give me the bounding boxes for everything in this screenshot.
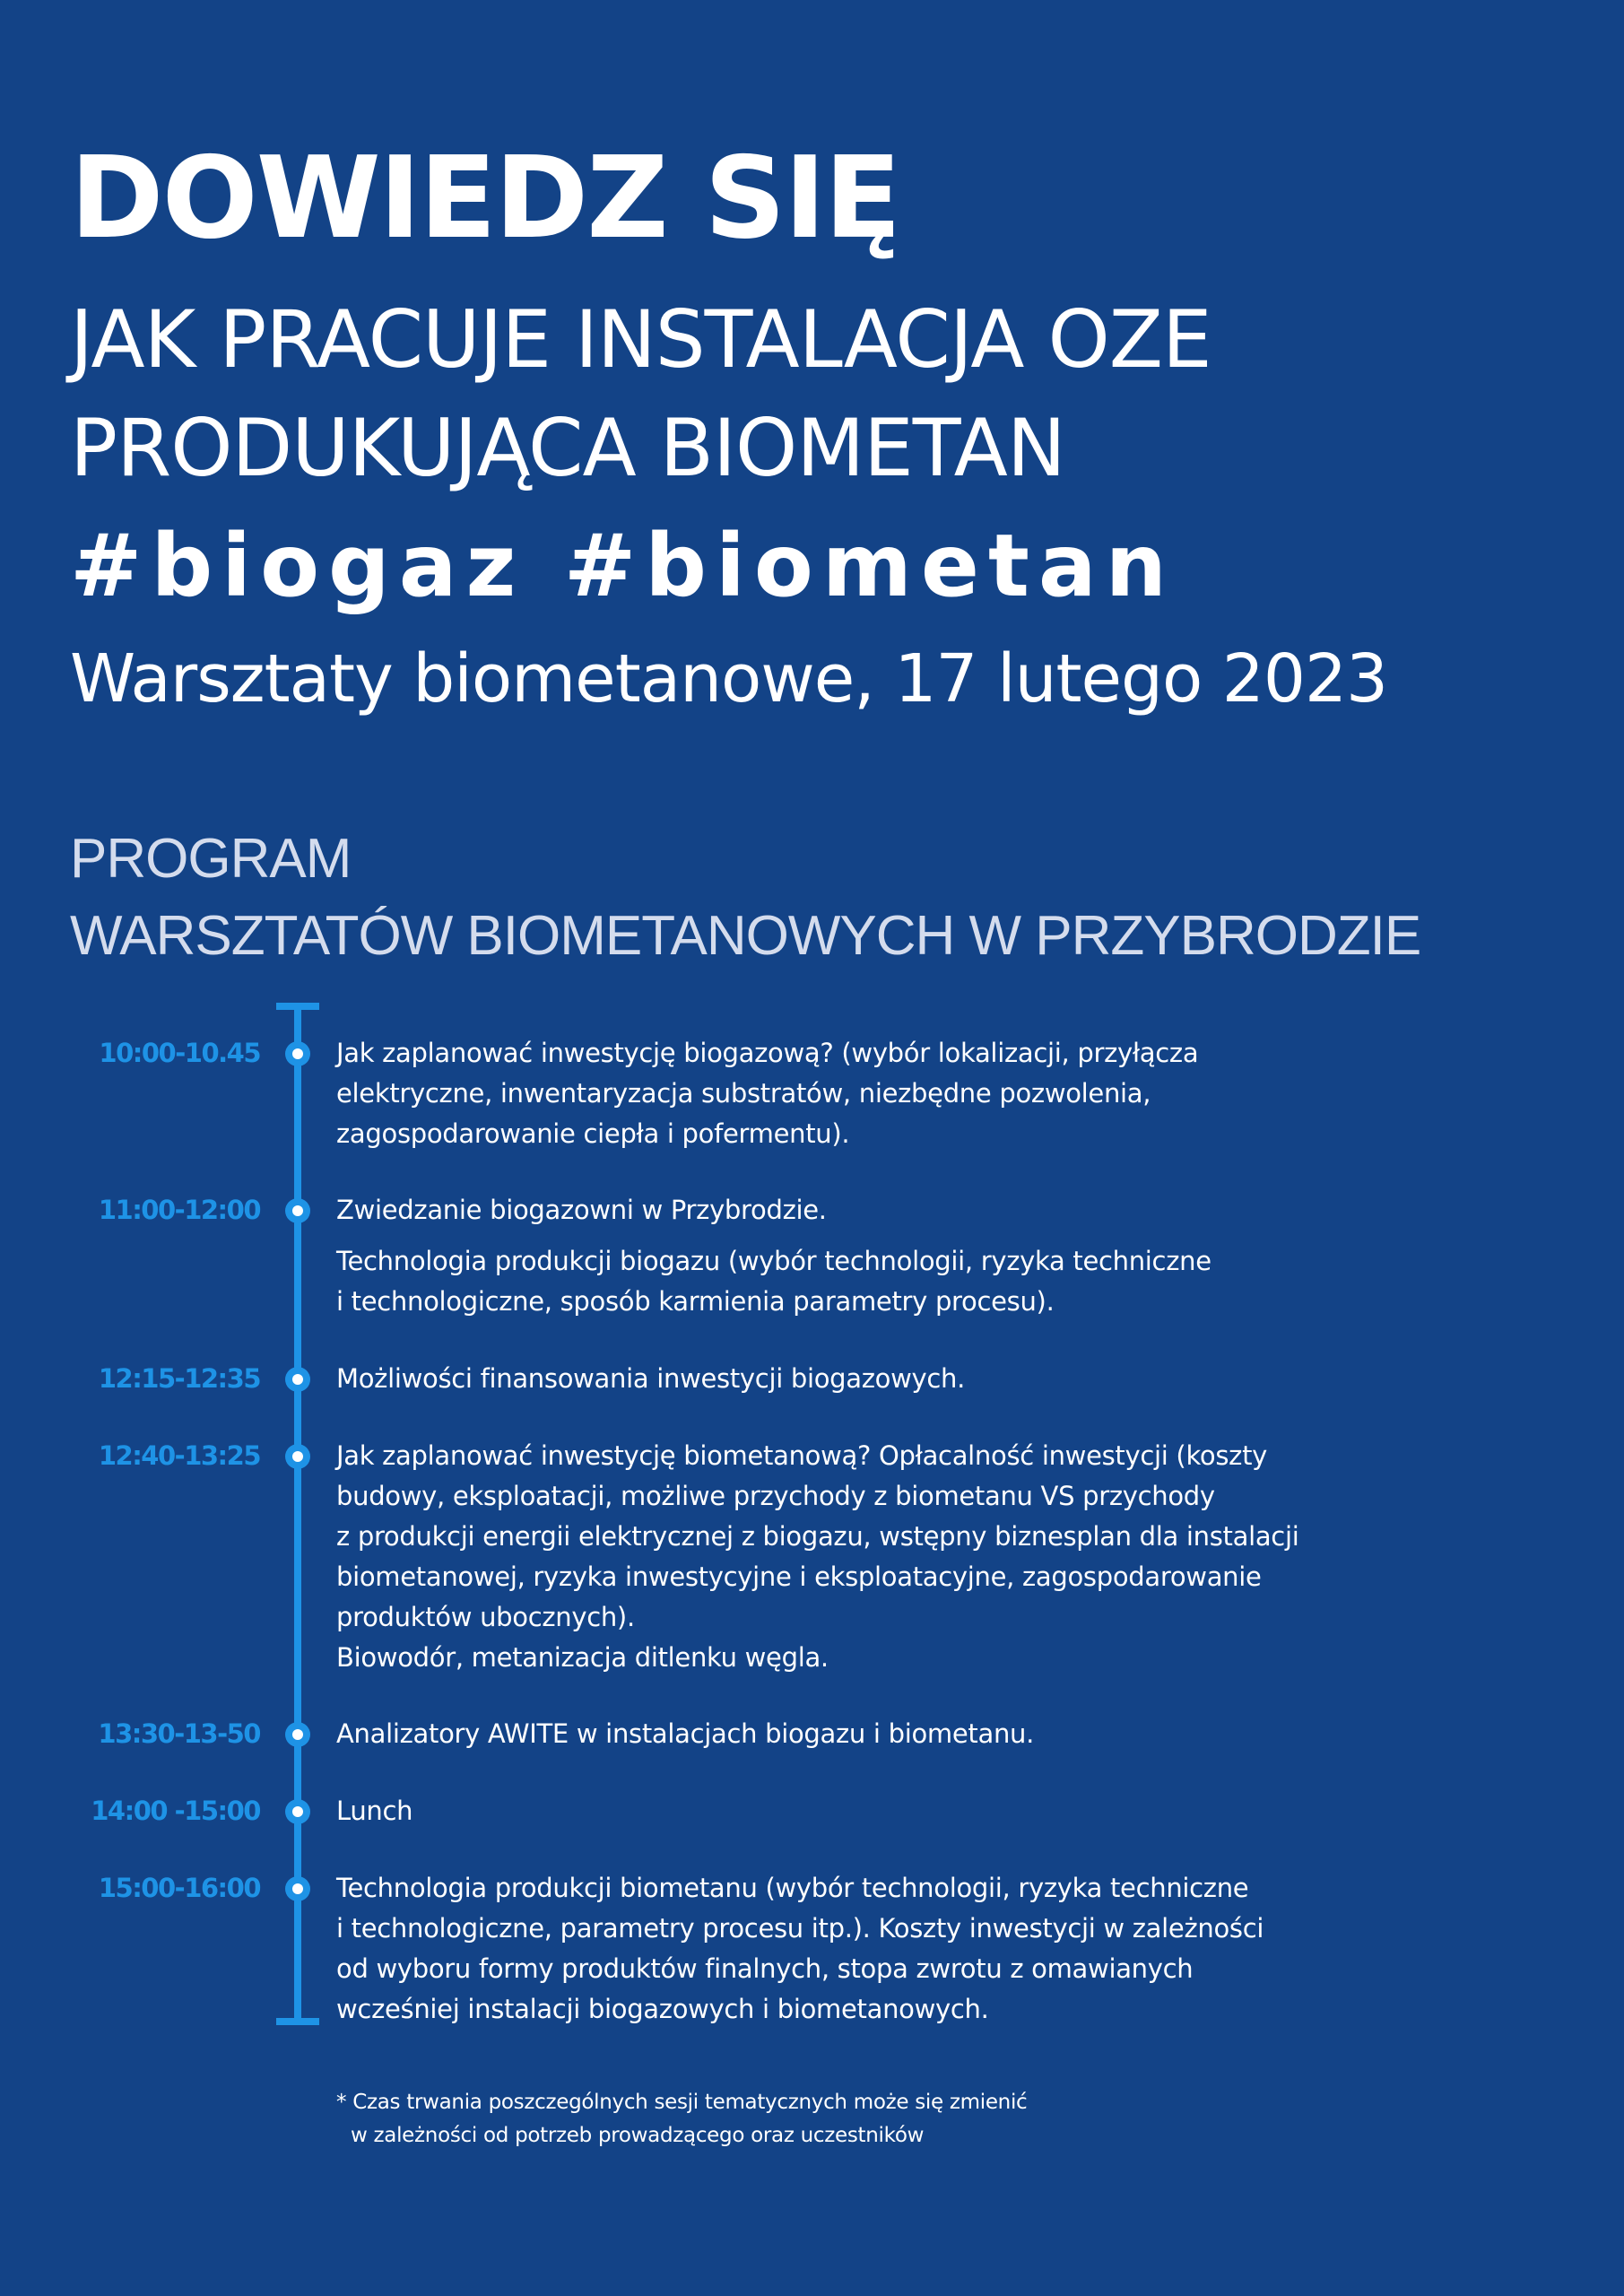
session-text-line: Analizatory AWITE w instalacjach biogazu i biometanu. (336, 1718, 1035, 1749)
session-description (336, 1190, 1412, 1322)
session-text-line: Możliwości finansowania inwestycji biogazowych. (336, 1363, 966, 1394)
session-paragraph (336, 1359, 1412, 1399)
session-time: 11:00-12:00 (98, 1195, 260, 1225)
session-text-line: Lunch (336, 1796, 413, 1826)
session-time: 12:40-13:25 (98, 1440, 260, 1471)
session-paragraph (336, 1714, 1412, 1754)
timeline-bottom-cap (276, 2018, 319, 2025)
session-description (336, 1033, 1412, 1154)
timeline-top-cap (276, 1003, 319, 1010)
session-text-line: Biowodór, metanizacja ditlenku węgla. (336, 1642, 829, 1673)
timeline-dot (285, 1041, 310, 1066)
session-text-line: wcześniej instalacji biogazowych i biometanowych. (336, 1994, 989, 2024)
hashtags: #biogaz #biometan (70, 516, 1176, 616)
subheadline (70, 285, 1211, 502)
session-paragraph (336, 1033, 1412, 1154)
subheadline-line: JAK PRACUJE INSTALACJA OZE (70, 293, 1211, 386)
subheadline-line: PRODUKUJĄCA BIOMETAN (70, 402, 1065, 494)
session-text-line: Technologia produkcji biometanu (wybór technologii, ryzyka techniczne (336, 1873, 1249, 1903)
session-text-line: produktów ubocznych). (336, 1602, 635, 1632)
session-description (336, 1791, 1412, 1831)
program-title-line: PROGRAM (70, 828, 352, 890)
timeline-dot (285, 1367, 310, 1392)
footnote-line: * Czas trwania poszczególnych sesji tematycznych może się zmienić (336, 2091, 1028, 2114)
session-text-line: zagospodarowanie ciepła i pofermentu). (336, 1118, 850, 1149)
timeline-dot (285, 1198, 310, 1223)
session-text-line: z produkcji energii elektrycznej z biogazu, wstępny biznesplan dla instalacji (336, 1521, 1299, 1552)
session-text-line: Jak zaplanować inwestycję biogazową? (wybór lokalizacji, przyłącza (336, 1038, 1199, 1068)
session-text-line: Jak zaplanować inwestycję biometanową? Opłacalność inwestycji (koszty (336, 1440, 1268, 1471)
session-text-line: Zwiedzanie biogazowni w Przybrodzie. (336, 1195, 827, 1225)
session-text-line: elektryczne, inwentaryzacja substratów, niezbędne pozwolenia, (336, 1078, 1151, 1109)
session-description (336, 1359, 1412, 1399)
session-paragraph (336, 1241, 1412, 1322)
session-description (336, 1868, 1412, 2030)
program-title-line: WARSZTATÓW BIOMETANOWYCH W PRZYBRODZIE (70, 905, 1421, 967)
headline: DOWIEDZ SIĘ (70, 132, 900, 264)
footnote-line: w zależności od potrzeb prowadzącego oraz uczestników (351, 2124, 925, 2147)
event-title-date: Warsztaty biometanowe, 17 lutego 2023 (70, 640, 1388, 718)
session-time: 15:00-16:00 (98, 1873, 260, 1903)
session-time: 14:00 -15:00 (91, 1796, 260, 1826)
timeline-dot (285, 1799, 310, 1824)
session-time: 12:15-12:35 (98, 1363, 260, 1394)
program-title (70, 821, 1420, 975)
session-time: 10:00-10.45 (99, 1038, 260, 1068)
timeline-dot (285, 1876, 310, 1901)
session-text-line: Technologia produkcji biogazu (wybór technologii, ryzyka techniczne (336, 1246, 1211, 1276)
session-paragraph (336, 1791, 1412, 1831)
session-text-line: biometanowej, ryzyka inwestycyjne i eksploatacyjne, zagospodarowanie (336, 1561, 1262, 1592)
session-paragraph (336, 1190, 1412, 1231)
session-description (336, 1714, 1412, 1754)
session-paragraph (336, 1436, 1412, 1678)
session-description (336, 1436, 1412, 1678)
timeline-dot (285, 1444, 310, 1469)
session-text-line: i technologiczne, sposób karmienia parametry procesu). (336, 1286, 1055, 1317)
session-text-line: i technologiczne, parametry procesu itp.). Koszty inwestycji w zależności (336, 1913, 1264, 1944)
session-text-line: od wyboru formy produktów finalnych, stopa zwrotu z omawianych (336, 1953, 1194, 1984)
session-time: 13:30-13-50 (98, 1718, 260, 1749)
session-paragraph (336, 1868, 1412, 2030)
timeline-dot (285, 1722, 310, 1747)
footnote (336, 2086, 1027, 2152)
timeline-line (294, 1003, 301, 2025)
session-text-line: budowy, eksploatacji, możliwe przychody z biometanu VS przychody (336, 1481, 1215, 1511)
